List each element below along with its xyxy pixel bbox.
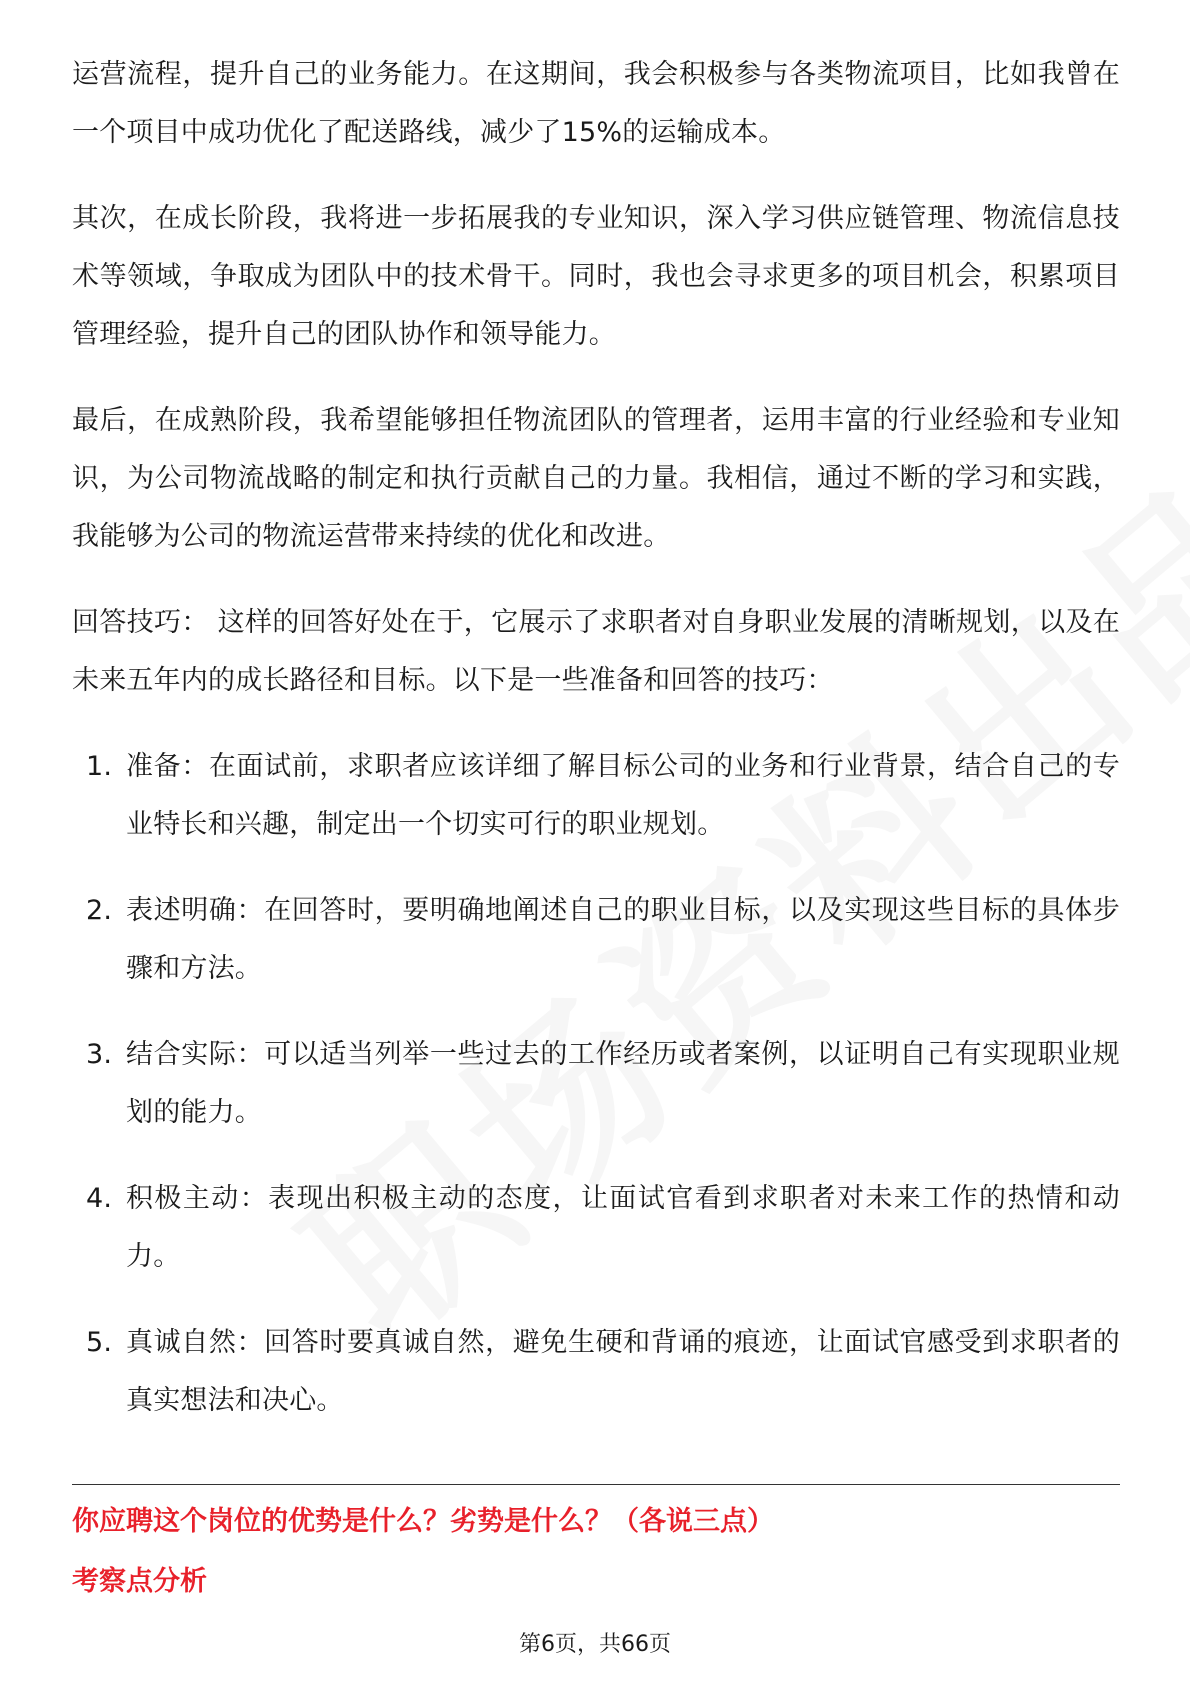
paragraph-continuation: 运营流程，提升自己的业务能力。在这期间，我会积极参与各类物流项目，比如我曾在一个项目中成功优化了配送路线，减少了15%的运输成本。	[72, 59, 1120, 148]
list-item	[72, 1170, 1120, 1286]
list-item-number: 4.	[86, 1183, 113, 1214]
list-item-text: 表述明确：在回答时，要明确地阐述自己的职业目标，以及实现这些目标的具体步骤和方法。	[126, 895, 1120, 984]
list-item-text: 真诚自然：回答时要真诚自然，避免生硬和背诵的痕迹，让面试官感受到求职者的真实想法和决心。	[126, 1327, 1120, 1416]
document-body	[72, 46, 1120, 1458]
list-item-number: 1.	[86, 751, 113, 782]
next-question-heading: 你应聘这个岗位的优势是什么？劣势是什么？（各说三点）	[72, 1506, 774, 1537]
list-item-text: 积极主动：表现出积极主动的态度，让面试官看到求职者对未来工作的热情和动力。	[126, 1183, 1120, 1272]
paragraph-mature-stage: 最后，在成熟阶段，我希望能够担任物流团队的管理者，运用丰富的行业经验和专业知识，为公司物流战略的制定和执行贡献自己的力量。我相信，通过不断的学习和实践，我能够为公司的物流运营带来持续的优化和改进。	[72, 405, 1120, 552]
list-item-number: 2.	[86, 895, 113, 926]
section-divider	[72, 1484, 1120, 1485]
list-item	[72, 1026, 1120, 1142]
list-item	[72, 738, 1120, 854]
list-item	[72, 882, 1120, 998]
list-item-number: 3.	[86, 1039, 113, 1070]
analysis-heading: 考察点分析	[72, 1566, 207, 1597]
list-item-text: 准备：在面试前，求职者应该详细了解目标公司的业务和行业背景，结合自己的专业特长和兴趣，制定出一个切实可行的职业规划。	[126, 751, 1120, 840]
page-footer: 第6页，共66页	[519, 1632, 671, 1657]
list-item-number: 5.	[86, 1327, 113, 1358]
tips-list	[72, 738, 1120, 1430]
paragraph-answer-tips: 回答技巧： 这样的回答好处在于，它展示了求职者对自身职业发展的清晰规划，以及在未来五年内的成长路径和目标。以下是一些准备和回答的技巧：	[72, 607, 1120, 696]
paragraph-growth-stage: 其次，在成长阶段，我将进一步拓展我的专业知识，深入学习供应链管理、物流信息技术等领域，争取成为团队中的技术骨干。同时，我也会寻求更多的项目机会，积累项目管理经验，提升自己的团队协作和领导能力。	[72, 203, 1120, 350]
list-item	[72, 1314, 1120, 1430]
list-item-text: 结合实际：可以适当列举一些过去的工作经历或者案例，以证明自己有实现职业规划的能力。	[126, 1039, 1120, 1128]
